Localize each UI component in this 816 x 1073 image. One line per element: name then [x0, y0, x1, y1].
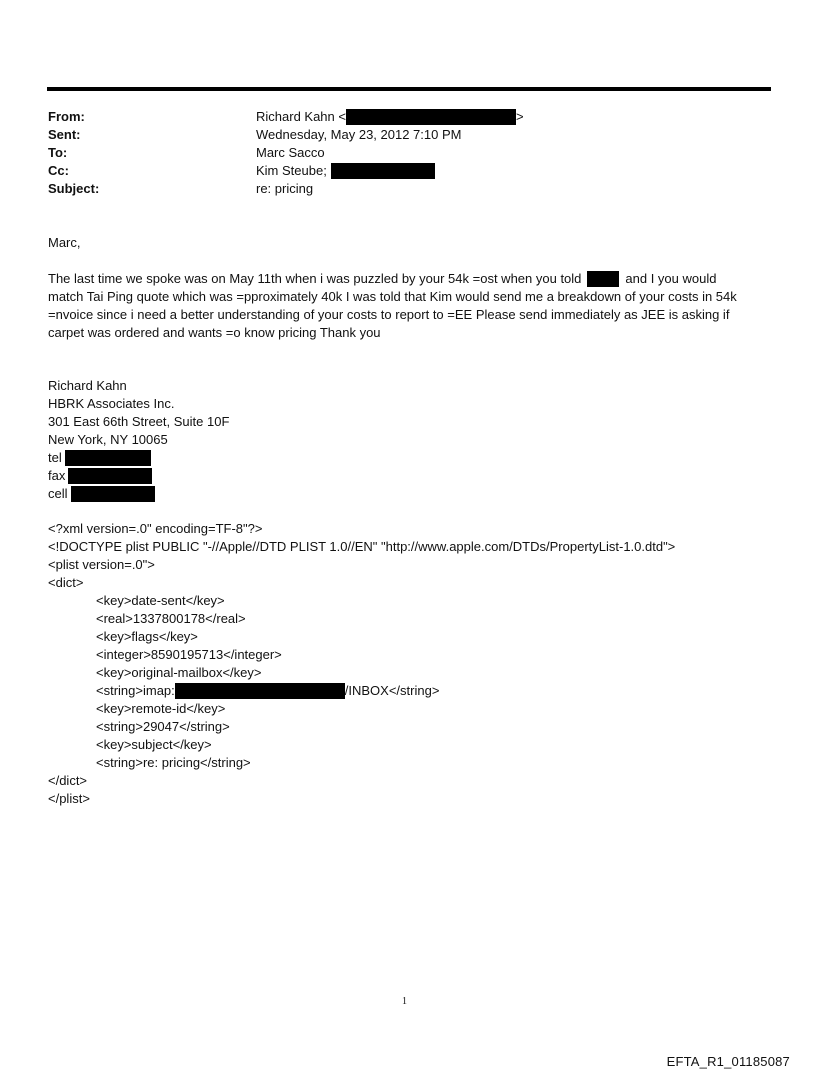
subject-row	[48, 180, 768, 198]
redaction-box	[65, 450, 151, 466]
plist-line: <key>flags</key>	[96, 629, 198, 644]
dict-close: </dict>	[48, 773, 88, 788]
subject-label: Subject:	[48, 181, 100, 196]
plist-close: </plist>	[48, 791, 90, 806]
redaction-box	[331, 163, 435, 179]
plist-line: <key>date-sent</key>	[96, 593, 225, 608]
body-line	[48, 270, 778, 288]
plist-line: <key>original-mailbox</key>	[96, 665, 262, 680]
from-label: From:	[48, 109, 85, 124]
plist-block	[48, 520, 675, 808]
page-number: 1	[402, 996, 407, 1007]
signature-name: Richard Kahn	[48, 378, 127, 393]
message-body	[48, 270, 778, 342]
salutation: Marc,	[48, 235, 81, 250]
redaction-box	[587, 271, 619, 287]
cc-value	[256, 162, 435, 180]
fax-label: fax	[48, 468, 66, 483]
body-text: and I you would	[625, 271, 717, 286]
from-close: >	[515, 109, 524, 124]
redaction-box	[68, 468, 152, 484]
sent-label: Sent:	[48, 127, 81, 142]
cc-row	[48, 162, 768, 180]
signature-cell	[48, 485, 229, 503]
cc-name: Kim Steube;	[256, 163, 327, 178]
plist-line: <string>re: pricing</string>	[96, 755, 251, 770]
signature-tel	[48, 449, 229, 467]
dict-open: <dict>	[48, 575, 84, 590]
body-text: The last time we spoke was on May 11th when i was puzzled by your 54k =ost when you told	[48, 271, 582, 286]
plist-line: <key>remote-id</key>	[96, 701, 226, 716]
plist-line	[48, 682, 675, 700]
redaction-box	[71, 486, 155, 502]
subject-value: re: pricing	[256, 181, 314, 196]
redaction-box	[175, 683, 345, 699]
sent-row	[48, 126, 768, 144]
plist-line: <string>29047</string>	[96, 719, 230, 734]
signature-fax	[48, 467, 229, 485]
signature-company: HBRK Associates Inc.	[48, 396, 175, 411]
redaction-box	[346, 109, 516, 125]
imap-open: <string>imap:	[96, 683, 175, 698]
signature-city: New York, NY 10065	[48, 432, 168, 447]
imap-close: /INBOX</string>	[344, 683, 440, 698]
from-row	[48, 108, 768, 126]
signature-address: 301 East 66th Street, Suite 10F	[48, 414, 230, 429]
body-line: =nvoice since i need a better understanding of your costs to report to =EE Please send immediately as JEE is asking if	[48, 307, 730, 322]
sent-value: Wednesday, May 23, 2012 7:10 PM	[256, 127, 462, 142]
from-value	[256, 108, 524, 126]
email-header	[48, 108, 768, 198]
xml-doctype: <!DOCTYPE plist PUBLIC "-//Apple//DTD PLIST 1.0//EN" "http://www.apple.com/DTDs/PropertyList-1.0.dtd">	[48, 539, 676, 554]
cell-label: cell	[48, 486, 68, 501]
cc-label: Cc:	[48, 163, 69, 178]
plist-line: <real>1337800178</real>	[96, 611, 246, 626]
xml-declaration: <?xml version=.0" encoding=TF-8"?>	[48, 521, 263, 536]
body-line: match Tai Ping quote which was =pproximately 40k I was told that Kim would send me a breakdown of your costs in 54k	[48, 289, 737, 304]
to-row	[48, 144, 768, 162]
plist-line: <key>subject</key>	[96, 737, 212, 752]
plist-line: <integer>8590195713</integer>	[96, 647, 282, 662]
from-name: Richard Kahn <	[256, 109, 346, 124]
header-rule	[47, 87, 771, 91]
body-line: carpet was ordered and wants =o know pricing Thank you	[48, 325, 381, 340]
to-label: To:	[48, 145, 68, 160]
to-value: Marc Sacco	[256, 145, 325, 160]
plist-open: <plist version=.0">	[48, 557, 155, 572]
bates-number: EFTA_R1_01185087	[666, 1054, 790, 1069]
tel-label: tel	[48, 450, 62, 465]
signature-block	[48, 377, 229, 503]
